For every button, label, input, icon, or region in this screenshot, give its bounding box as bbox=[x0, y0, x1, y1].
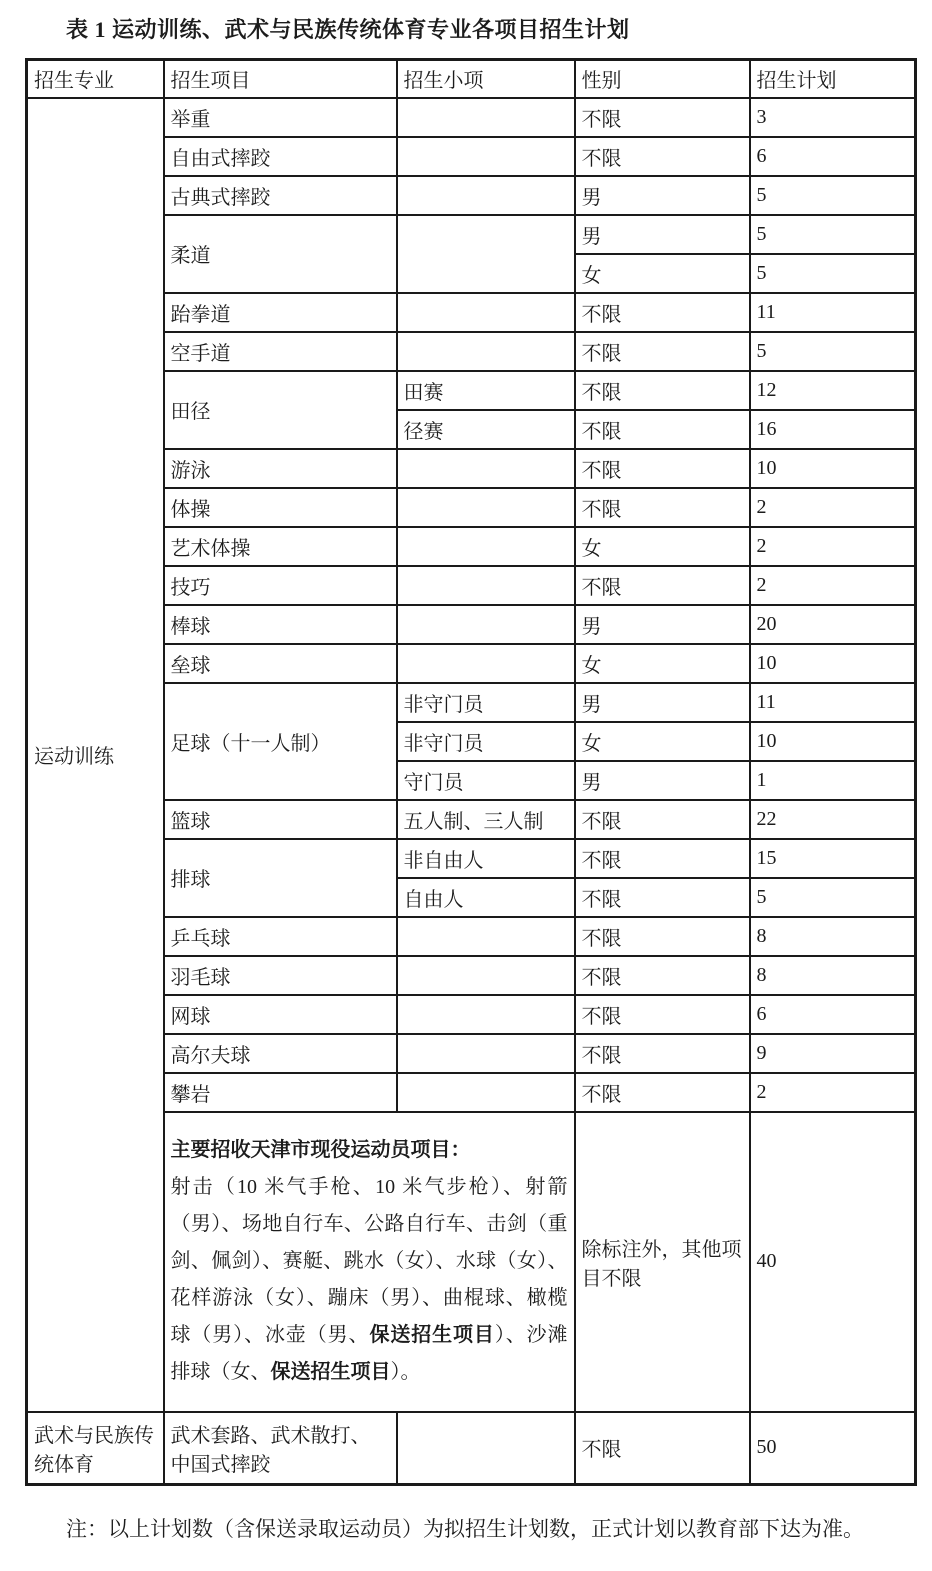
cell-subevent bbox=[397, 332, 575, 371]
cell-subevent bbox=[397, 1412, 575, 1485]
cell-gender: 不限 bbox=[575, 839, 750, 878]
cell-event: 垒球 bbox=[164, 644, 397, 683]
cell-gender: 不限 bbox=[575, 917, 750, 956]
cell-subevent bbox=[397, 956, 575, 995]
cell-event: 古典式摔跤 bbox=[164, 176, 397, 215]
cell-plan: 8 bbox=[750, 956, 916, 995]
cell-event: 足球（十一人制） bbox=[164, 683, 397, 800]
athletes-note-body bbox=[171, 1169, 568, 1391]
enrollment-table bbox=[25, 58, 917, 1486]
athletes-note-text-run: 射击（10 米气手枪、10 米气步枪）、射箭（男）、场地自行车、公路自行车、击剑（重剑、佩剑）、赛艇、跳水（女）、水球（女）、花样游泳（女）、蹦床（男）、曲棍球、橄榄球（男）、冰壶（男、 bbox=[170, 1176, 568, 1346]
page-title: 表 1 运动训练、武术与民族传统体育专业各项目招生计划 bbox=[66, 17, 630, 42]
cell-event: 网球 bbox=[164, 995, 397, 1034]
column-header-gender: 性别 bbox=[575, 60, 750, 98]
cell-event: 武术套路、武术散打、中国式摔跤 bbox=[164, 1412, 397, 1485]
cell-gender: 不限 bbox=[575, 293, 750, 332]
cell-gender: 不限 bbox=[575, 488, 750, 527]
cell-event: 乒乓球 bbox=[164, 917, 397, 956]
cell-plan: 10 bbox=[750, 722, 916, 761]
cell-plan: 5 bbox=[750, 254, 916, 293]
athletes-note-text-run: ）、沙滩排球（女、 bbox=[170, 1324, 568, 1383]
cell-subevent: 田赛 bbox=[397, 371, 575, 410]
column-header-subevent: 招生小项 bbox=[397, 60, 575, 98]
cell-gender: 不限 bbox=[575, 449, 750, 488]
cell-plan: 2 bbox=[750, 566, 916, 605]
cell-event: 羽毛球 bbox=[164, 956, 397, 995]
athletes-note-bold-run: 保送招生项目 bbox=[369, 1324, 495, 1346]
table-row bbox=[27, 1412, 916, 1485]
cell-event: 自由式摔跤 bbox=[164, 137, 397, 176]
cell-event: 田径 bbox=[164, 371, 397, 449]
cell-subevent bbox=[397, 644, 575, 683]
cell-gender: 不限 bbox=[575, 566, 750, 605]
cell-gender: 男 bbox=[575, 215, 750, 254]
cell-subevent bbox=[397, 995, 575, 1034]
cell-subevent: 非守门员 bbox=[397, 722, 575, 761]
cell-gender-exception: 除标注外，其他项目不限 bbox=[575, 1112, 750, 1412]
cell-subevent bbox=[397, 488, 575, 527]
cell-gender: 女 bbox=[575, 722, 750, 761]
cell-plan: 5 bbox=[750, 332, 916, 371]
cell-plan: 50 bbox=[750, 1412, 916, 1485]
cell-subevent bbox=[397, 215, 575, 293]
cell-plan: 11 bbox=[750, 293, 916, 332]
cell-plan: 11 bbox=[750, 683, 916, 722]
athletes-note-text-run: ）。 bbox=[390, 1361, 421, 1383]
cell-subevent bbox=[397, 449, 575, 488]
cell-event: 举重 bbox=[164, 98, 397, 137]
column-header-plan: 招生计划 bbox=[750, 60, 916, 98]
cell-plan: 5 bbox=[750, 215, 916, 254]
cell-subevent bbox=[397, 566, 575, 605]
footnote: 注：以上计划数（含保送录取运动员）为拟招生计划数，正式计划以教育部下达为准。 bbox=[66, 1517, 864, 1541]
cell-gender: 女 bbox=[575, 527, 750, 566]
cell-gender: 男 bbox=[575, 761, 750, 800]
cell-gender: 男 bbox=[575, 176, 750, 215]
cell-subevent bbox=[397, 605, 575, 644]
cell-subevent: 径赛 bbox=[397, 410, 575, 449]
cell-plan: 2 bbox=[750, 488, 916, 527]
cell-plan: 12 bbox=[750, 371, 916, 410]
table-row bbox=[27, 98, 916, 137]
cell-subevent bbox=[397, 293, 575, 332]
cell-gender: 不限 bbox=[575, 98, 750, 137]
cell-event: 跆拳道 bbox=[164, 293, 397, 332]
cell-gender: 不限 bbox=[575, 878, 750, 917]
cell-plan: 16 bbox=[750, 410, 916, 449]
cell-plan: 20 bbox=[750, 605, 916, 644]
cell-event: 游泳 bbox=[164, 449, 397, 488]
cell-gender: 不限 bbox=[575, 956, 750, 995]
cell-plan: 5 bbox=[750, 878, 916, 917]
cell-gender: 不限 bbox=[575, 995, 750, 1034]
cell-event: 技巧 bbox=[164, 566, 397, 605]
cell-plan: 2 bbox=[750, 527, 916, 566]
cell-event: 排球 bbox=[164, 839, 397, 917]
cell-subevent: 守门员 bbox=[397, 761, 575, 800]
cell-plan: 6 bbox=[750, 995, 916, 1034]
cell-gender: 女 bbox=[575, 644, 750, 683]
cell-plan: 9 bbox=[750, 1034, 916, 1073]
cell-tianjin-athletes-note bbox=[164, 1112, 575, 1412]
cell-subevent bbox=[397, 137, 575, 176]
cell-gender: 不限 bbox=[575, 1412, 750, 1485]
cell-plan: 10 bbox=[750, 644, 916, 683]
cell-plan: 40 bbox=[750, 1112, 916, 1412]
cell-gender: 女 bbox=[575, 254, 750, 293]
cell-gender: 不限 bbox=[575, 410, 750, 449]
cell-plan: 3 bbox=[750, 98, 916, 137]
cell-subevent: 非守门员 bbox=[397, 683, 575, 722]
cell-plan: 22 bbox=[750, 800, 916, 839]
document-page bbox=[0, 13, 932, 1543]
cell-event: 高尔夫球 bbox=[164, 1034, 397, 1073]
cell-gender: 不限 bbox=[575, 371, 750, 410]
cell-plan: 15 bbox=[750, 839, 916, 878]
cell-major-sports-training: 运动训练 bbox=[27, 98, 164, 1412]
table-header-row bbox=[27, 60, 916, 98]
cell-gender: 不限 bbox=[575, 332, 750, 371]
cell-subevent: 自由人 bbox=[397, 878, 575, 917]
cell-plan: 6 bbox=[750, 137, 916, 176]
cell-plan: 10 bbox=[750, 449, 916, 488]
athletes-note-heading: 主要招收天津市现役运动员项目： bbox=[170, 1139, 471, 1161]
cell-event: 空手道 bbox=[164, 332, 397, 371]
cell-gender: 男 bbox=[575, 683, 750, 722]
cell-subevent bbox=[397, 527, 575, 566]
cell-event: 棒球 bbox=[164, 605, 397, 644]
cell-subevent bbox=[397, 917, 575, 956]
cell-gender: 不限 bbox=[575, 1034, 750, 1073]
column-header-major: 招生专业 bbox=[27, 60, 164, 98]
cell-subevent bbox=[397, 1034, 575, 1073]
cell-plan: 1 bbox=[750, 761, 916, 800]
cell-gender: 男 bbox=[575, 605, 750, 644]
cell-plan: 5 bbox=[750, 176, 916, 215]
cell-gender: 不限 bbox=[575, 137, 750, 176]
cell-event: 艺术体操 bbox=[164, 527, 397, 566]
cell-plan: 8 bbox=[750, 917, 916, 956]
cell-subevent bbox=[397, 1073, 575, 1112]
column-header-event: 招生项目 bbox=[164, 60, 397, 98]
cell-event: 体操 bbox=[164, 488, 397, 527]
cell-major-wushu: 武术与民族传统体育 bbox=[27, 1412, 164, 1485]
cell-subevent bbox=[397, 98, 575, 137]
cell-event: 攀岩 bbox=[164, 1073, 397, 1112]
cell-subevent: 五人制、三人制 bbox=[397, 800, 575, 839]
cell-plan: 2 bbox=[750, 1073, 916, 1112]
table-body bbox=[27, 98, 916, 1485]
cell-gender: 不限 bbox=[575, 1073, 750, 1112]
cell-subevent bbox=[397, 176, 575, 215]
cell-event: 柔道 bbox=[164, 215, 397, 293]
athletes-note-bold-run: 保送招生项目 bbox=[270, 1361, 391, 1383]
cell-subevent: 非自由人 bbox=[397, 839, 575, 878]
cell-gender: 不限 bbox=[575, 800, 750, 839]
cell-event: 篮球 bbox=[164, 800, 397, 839]
